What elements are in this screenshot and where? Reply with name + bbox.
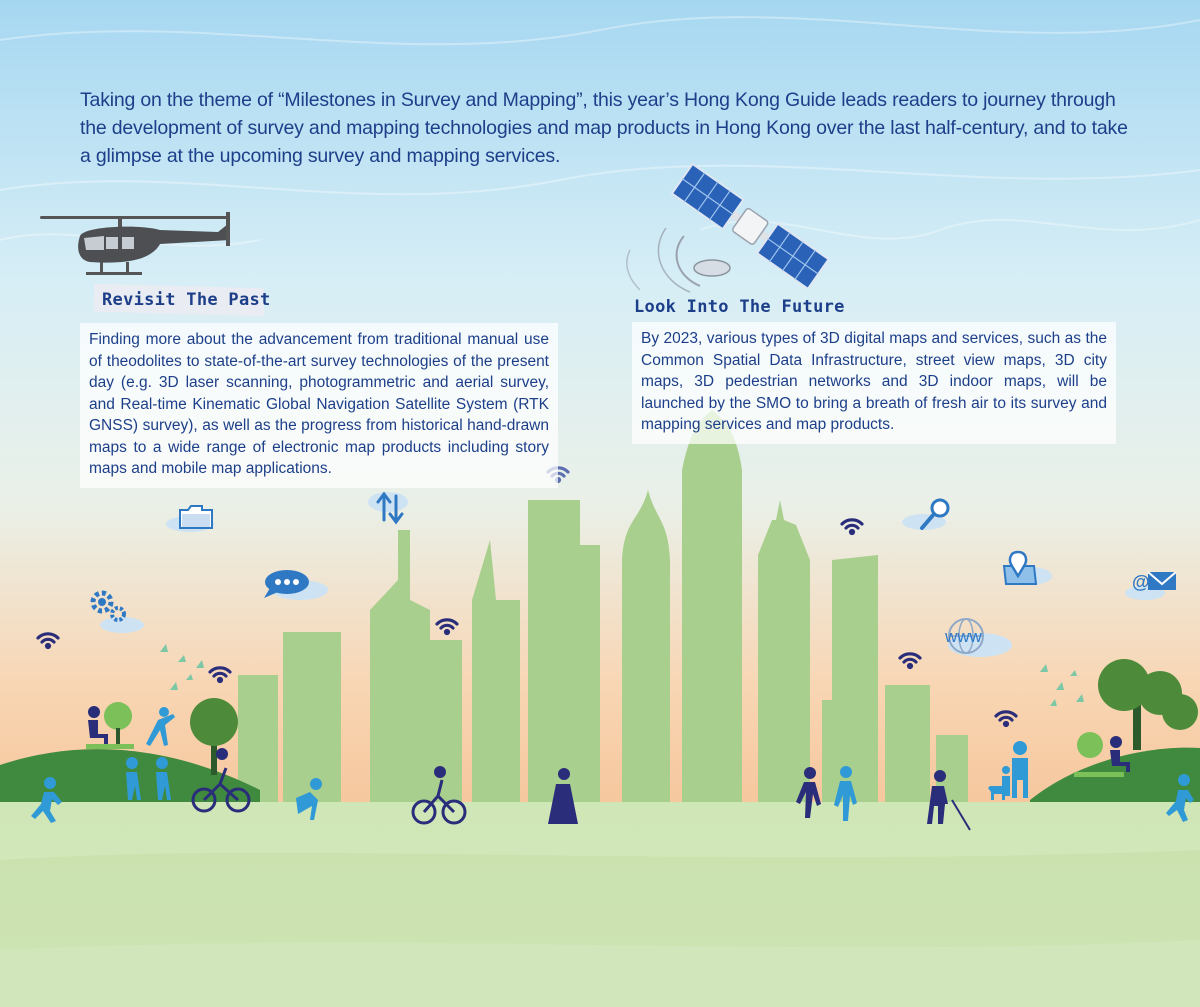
cloud-icon — [368, 492, 408, 512]
future-section-title: Look Into The Future — [634, 297, 845, 317]
past-section-title: Revisit The Past — [102, 290, 271, 310]
future-section-text: By 2023, various types of 3D digital maps and services, such as the Common Spatial Data Infrastructure, street view maps, 3D city maps, 3D pedestrian networks and 3D indoor maps, will be launched by the SMO to bring a breath of fresh air to its survey and mapping services and map products. — [632, 322, 1116, 444]
past-section-text: Finding more about the advancement from traditional manual use of theodolites to state-of-the-art survey technologies of the present day (e.g. 3D laser scanning, photogrammetric and aerial survey, and Real-time Kinematic Global Navigation Satellite System (RTK GNSS) survey), as well as the progress from historical hand-drawn maps to a wide range of electronic map products including story maps and mobile map applications. — [80, 323, 558, 488]
email-at-text: @ — [1132, 572, 1150, 592]
folder-icon — [180, 506, 212, 528]
www-text: www — [945, 627, 982, 646]
email-icon — [1132, 572, 1176, 592]
intro-paragraph: Taking on the theme of “Milestones in Survey and Mapping”, this year’s Hong Kong Guide leads readers to journey through the development of survey and mapping technologies and map products in Hong Kong over the last half-century, and to take a glimpse at the upcoming survey and mapping services. — [80, 89, 1128, 167]
